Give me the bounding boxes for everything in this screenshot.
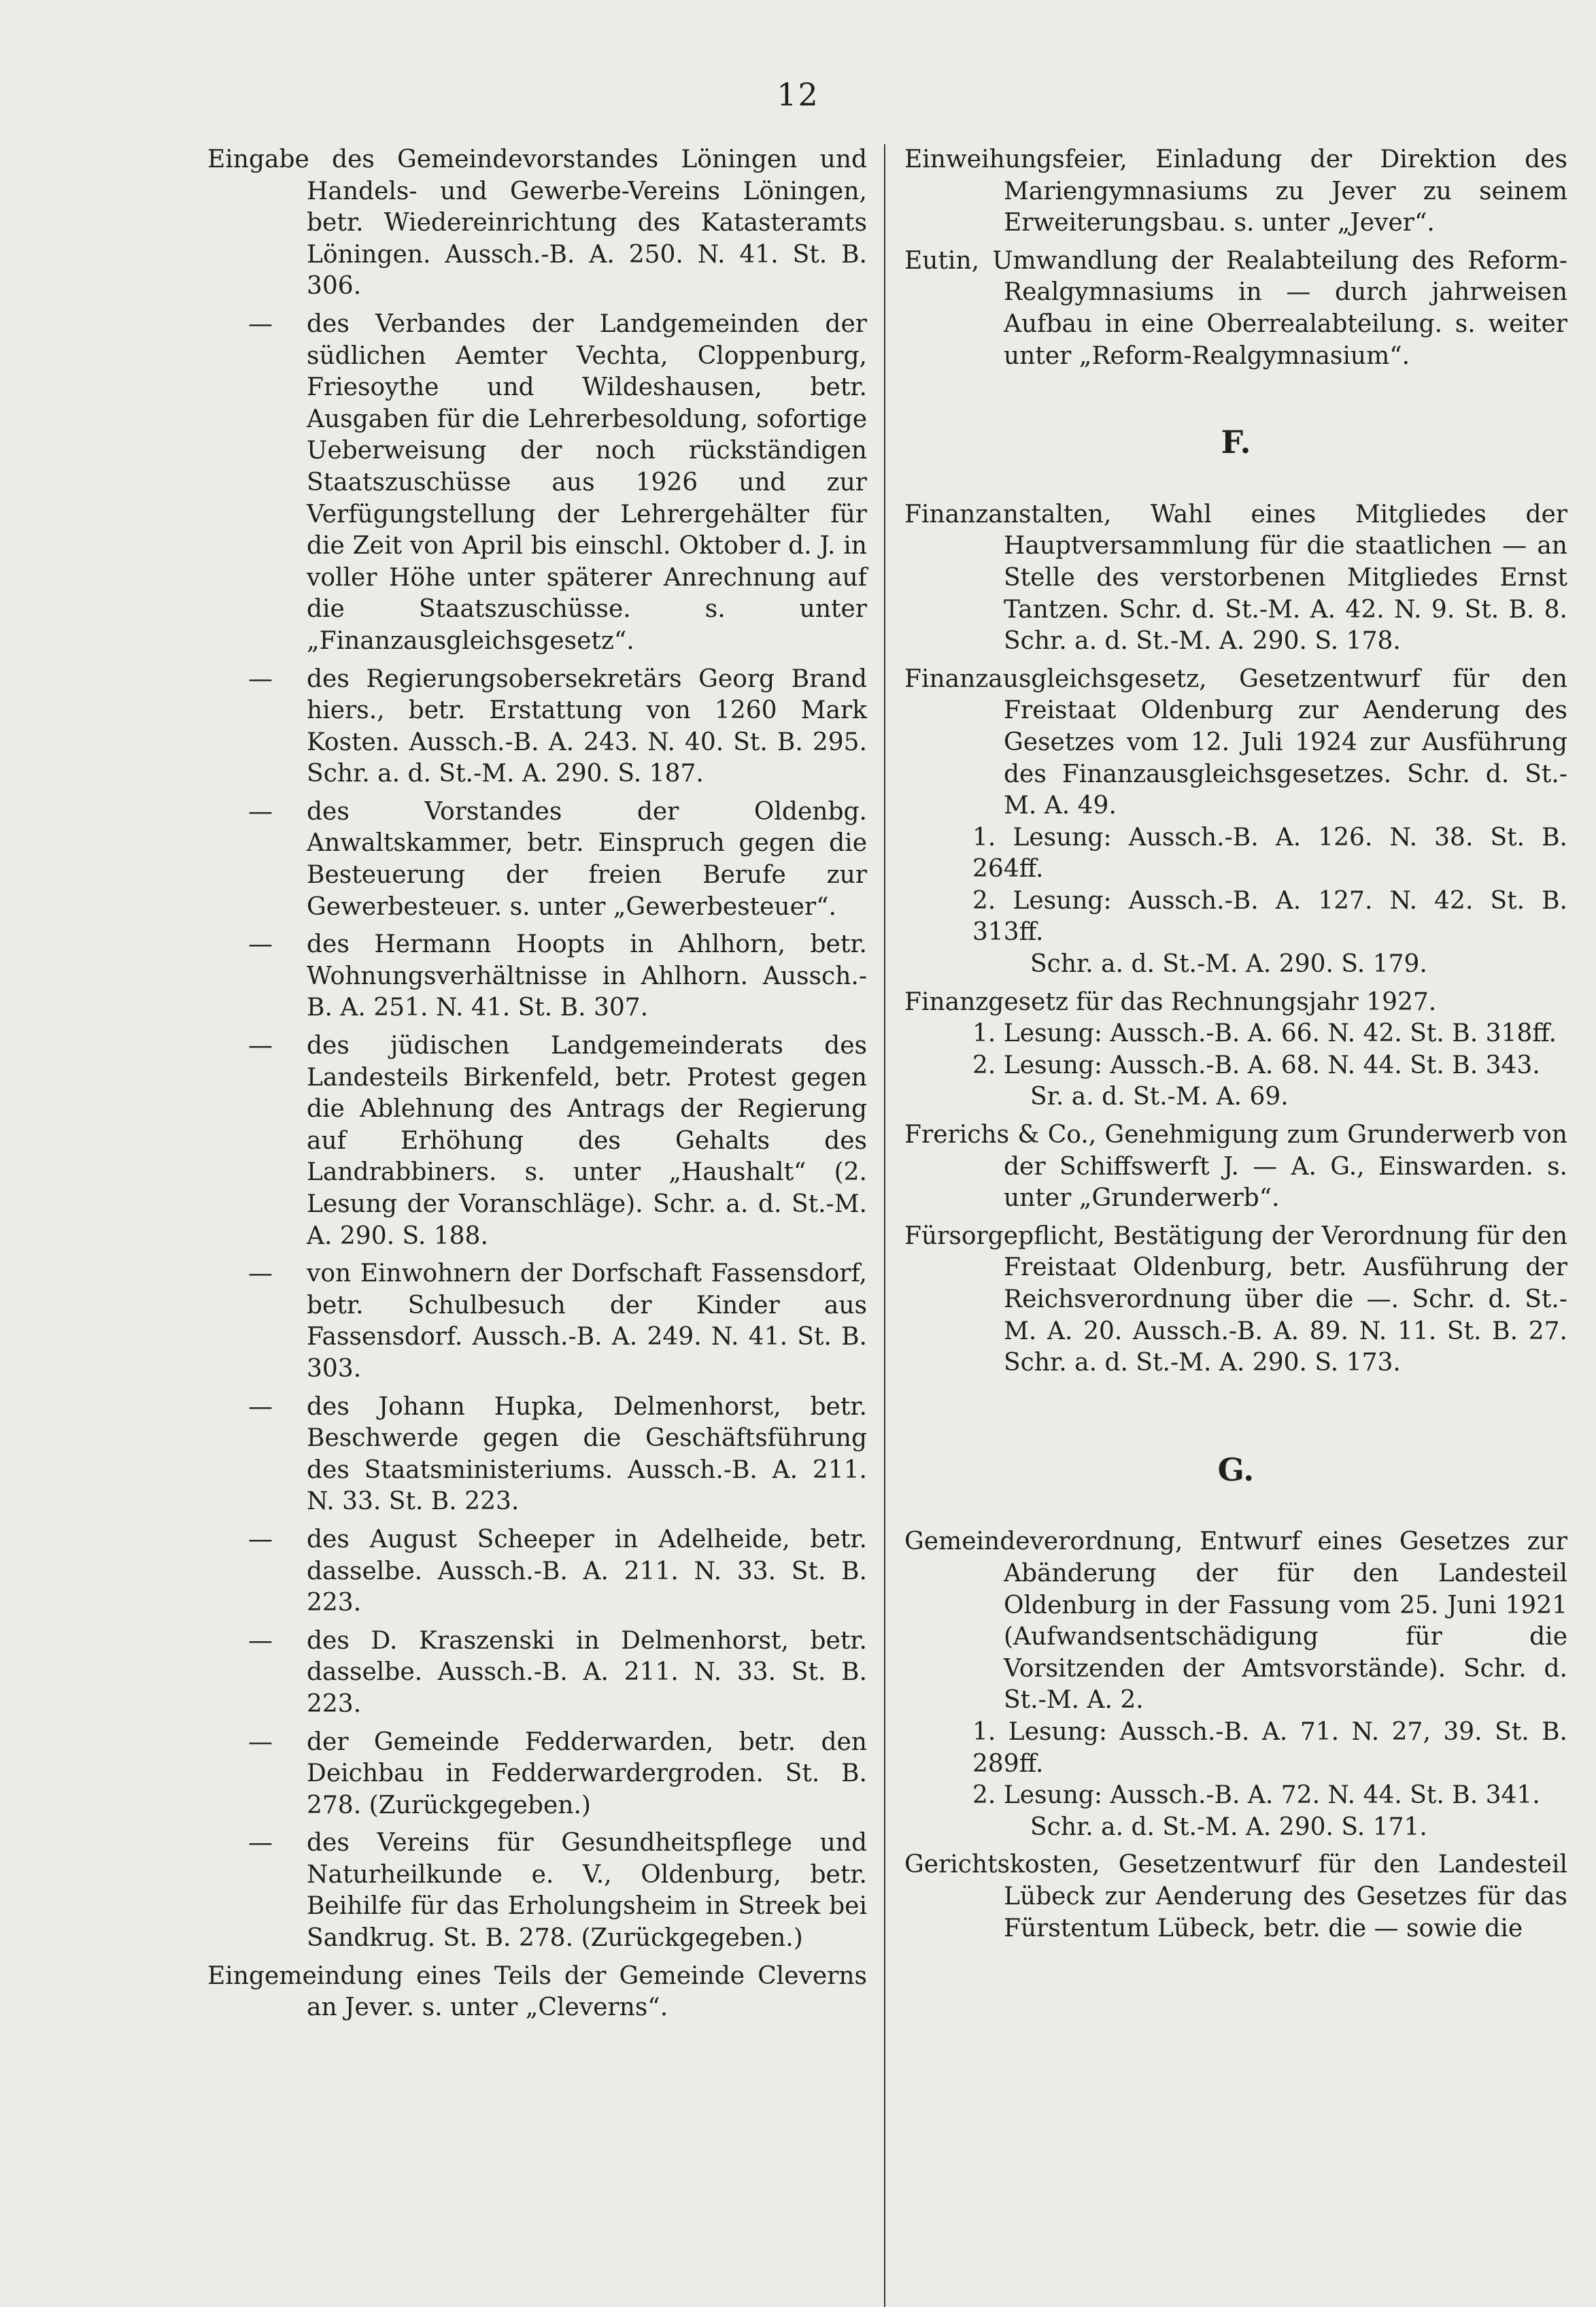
index-subentry	[207, 309, 867, 658]
index-entry: Einweihungsfeier, Einladung der Direktion des Mariengymnasiums zu Jever zu seinem Erweiterungsbau. s. unter „Jever“.	[904, 146, 1567, 237]
section-heading-f: F.	[1221, 424, 1251, 461]
subentry-text: der Gemeinde Fedderwarden, betr. den Deichbau in Fedderwardergroden. St. B. 278. (Zurückgegeben.)	[307, 1728, 867, 1819]
page-number: 12	[777, 76, 819, 113]
index-entry: Gemeindeverordnung, Entwurf eines Gesetzes zur Abänderung der für den Landesteil Oldenburg in der Fassung vom 25. Juni 1921 (Aufwandsentschädigung für die Vorsitzenden der Amtsvorstände). Schr. d. St.-M. A. 2.	[904, 1528, 1567, 1715]
index-subentry	[207, 1626, 867, 1721]
reading-line: 1. Lesung: Aussch.-B. A. 66. N. 42. St. B. 318ff.	[972, 1020, 1557, 1048]
index-entry: Frerichs & Co., Genehmigung zum Grunderwerb von der Schiffswerft J. — A. G., Einswarden. s. unter „Grunderwerb“.	[904, 1121, 1567, 1213]
section-heading-g: G.	[1217, 1451, 1255, 1488]
continuation-dash: —	[248, 930, 273, 959]
index-entry: Gerichtskosten, Gesetzentwurf für den Landesteil Lübeck zur Aenderung des Gesetzes für das Fürstentum Lübeck, betr. die — sowie die	[904, 1851, 1567, 1942]
index-subentry	[207, 929, 867, 1024]
index-entry: Finanzanstalten, Wahl eines Mitgliedes der Hauptversammlung für die staatlichen — an Stelle des verstorbenen Mitgliedes Ernst Tantzen. Schr. d. St.-M. A. 42. N. 9. St. B. 8. Schr. a. d. St.-M. A. 290. S. 178.	[904, 500, 1567, 656]
subentry-text: des Vorstandes der Oldenbg. Anwaltskammer, betr. Einspruch gegen die Besteuerung der freien Berufe zur Gewerbesteuer. s. unter „Gewerbesteuer“.	[307, 797, 867, 921]
continuation-dash: —	[248, 1260, 273, 1288]
reading-line: 1. Lesung: Aussch.-B. A. 126. N. 38. St. B. 264ff.	[972, 823, 1567, 883]
continuation-dash: —	[248, 664, 273, 693]
index-entry: Eingabe des Gemeindevorstandes Löningen und Handels- und Gewerbe-Vereins Löningen, betr. Wiedereinrichtung des Katasteramts Löningen. Aussch.-B. A. 250. N. 41. St. B. 306.	[207, 146, 867, 301]
index-entry: Fürsorgepflicht, Bestätigung der Verordnung für den Freistaat Oldenburg, betr. Ausführung der Reichsverordnung über die —. Schr. d. St.-M. A. 20. Aussch.-B. A. 89. N. 11. St. B. 27. Schr. a. d. St.-M. A. 290. S. 173.	[904, 1222, 1567, 1377]
index-subentry	[207, 1828, 867, 1954]
reading-line: Sr. a. d. St.-M. A. 69.	[1030, 1083, 1289, 1111]
column-divider	[884, 144, 885, 2307]
continuation-dash: —	[248, 1728, 273, 1756]
reading-line: Schr. a. d. St.-M. A. 290. S. 179.	[1030, 950, 1427, 979]
continuation-dash: —	[248, 1392, 273, 1421]
index-subentry	[207, 796, 867, 923]
index-subentry	[207, 1727, 867, 1822]
index-entry: Finanzausgleichsgesetz, Gesetzentwurf für den Freistaat Oldenburg zur Aenderung des Gesetzes vom 12. Juli 1924 zur Ausführung des Finanzausgleichsgesetzes. Schr. d. St.-M. A. 49.	[904, 664, 1567, 820]
continuation-dash: —	[248, 1626, 273, 1655]
subentry-text: des Hermann Hoopts in Ahlhorn, betr. Wohnungsverhältnisse in Ahlhorn. Aussch.-B. A. 251. N. 41. St. B. 307.	[307, 930, 867, 1022]
index-entry: Eingemeindung eines Teils der Gemeinde Cleverns an Jever. s. unter „Cleverns“.	[207, 1961, 867, 2022]
index-subentry	[207, 664, 867, 790]
continuation-dash: —	[248, 1525, 273, 1553]
subentry-text: des D. Kraszenski in Delmenhorst, betr. dasselbe. Aussch.-B. A. 211. N. 33. St. B. 223.	[307, 1626, 867, 1718]
subentry-text: des Vereins für Gesundheitspflege und Naturheilkunde e. V., Oldenburg, betr. Beihilfe für das Erholungsheim in Streek bei Sandkrug. St. B. 278. (Zurückgegeben.)	[307, 1829, 867, 1953]
index-subentry	[207, 1392, 867, 1518]
continuation-dash: —	[248, 1829, 273, 1857]
continuation-dash: —	[248, 1032, 273, 1060]
reading-line: Schr. a. d. St.-M. A. 290. S. 171.	[1030, 1813, 1427, 1841]
subentry-text: des Johann Hupka, Delmenhorst, betr. Beschwerde gegen die Geschäftsführung des Staatsministeriums. Aussch.-B. A. 211. N. 33. St. B. 223.	[307, 1392, 867, 1516]
continuation-dash: —	[248, 309, 273, 338]
reading-line: 1. Lesung: Aussch.-B. A. 71. N. 27, 39. St. B. 289ff.	[972, 1717, 1567, 1778]
index-subentry	[207, 1524, 867, 1619]
index-entry: Finanzgesetz für das Rechnungsjahr 1927.	[904, 988, 1437, 1016]
index-entry: Eutin, Umwandlung der Realabteilung des Reform-Realgymnasiums in — durch jahrweisen Aufbau in eine Oberrealabteilung. s. weiter unter „Reform-Realgymnasium“.	[904, 246, 1567, 370]
continuation-dash: —	[248, 797, 273, 826]
left-column	[207, 144, 867, 2030]
reading-line: 2. Lesung: Aussch.-B. A. 127. N. 42. St. B. 313ff.	[972, 886, 1567, 947]
index-subentry	[207, 1258, 867, 1385]
subentry-text: des August Scheeper in Adelheide, betr. dasselbe. Aussch.-B. A. 211. N. 33. St. B. 223.	[307, 1525, 867, 1617]
right-column	[904, 144, 1567, 1951]
reading-line: 2. Lesung: Aussch.-B. A. 68. N. 44. St. B. 343.	[972, 1051, 1540, 1079]
subentry-text: des Verbandes der Landgemeinden der südlichen Aemter Vechta, Cloppenburg, Friesoythe und Wildeshausen, betr. Ausgaben für die Lehrerbesoldung, sofortige Ueberweisung der noch rückständigen Staatszuschüsse aus 1926 und zur Verfügungstellung der Lehrergehälter für die Zeit von April bis einschl. Oktober d. J. in voller Höhe unter späterer Anrechnung auf die Staatszuschüsse. s. unter „Finanzausgleichsgesetz“.	[307, 309, 867, 655]
index-subentry	[207, 1030, 867, 1252]
subentry-text: des Regierungsobersekretärs Georg Brand hiers., betr. Erstattung von 1260 Mark Kosten. Aussch.-B. A. 243. N. 40. St. B. 295. Schr. a. d. St.-M. A. 290. S. 187.	[307, 664, 867, 788]
subentry-text: des jüdischen Landgemeinderats des Landesteils Birkenfeld, betr. Protest gegen die Ablehnung des Antrags der Regierung auf Erhöhung des Gehalts des Landrabbiners. s. unter „Haushalt“ (2. Lesung der Voranschläge). Schr. a. d. St.-M. A. 290. S. 188.	[307, 1032, 867, 1250]
reading-line: 2. Lesung: Aussch.-B. A. 72. N. 44. St. B. 341.	[972, 1781, 1540, 1810]
subentry-text: von Einwohnern der Dorfschaft Fassensdorf, betr. Schulbesuch der Kinder aus Fassensdorf. Aussch.-B. A. 249. N. 41. St. B. 303.	[307, 1260, 867, 1383]
